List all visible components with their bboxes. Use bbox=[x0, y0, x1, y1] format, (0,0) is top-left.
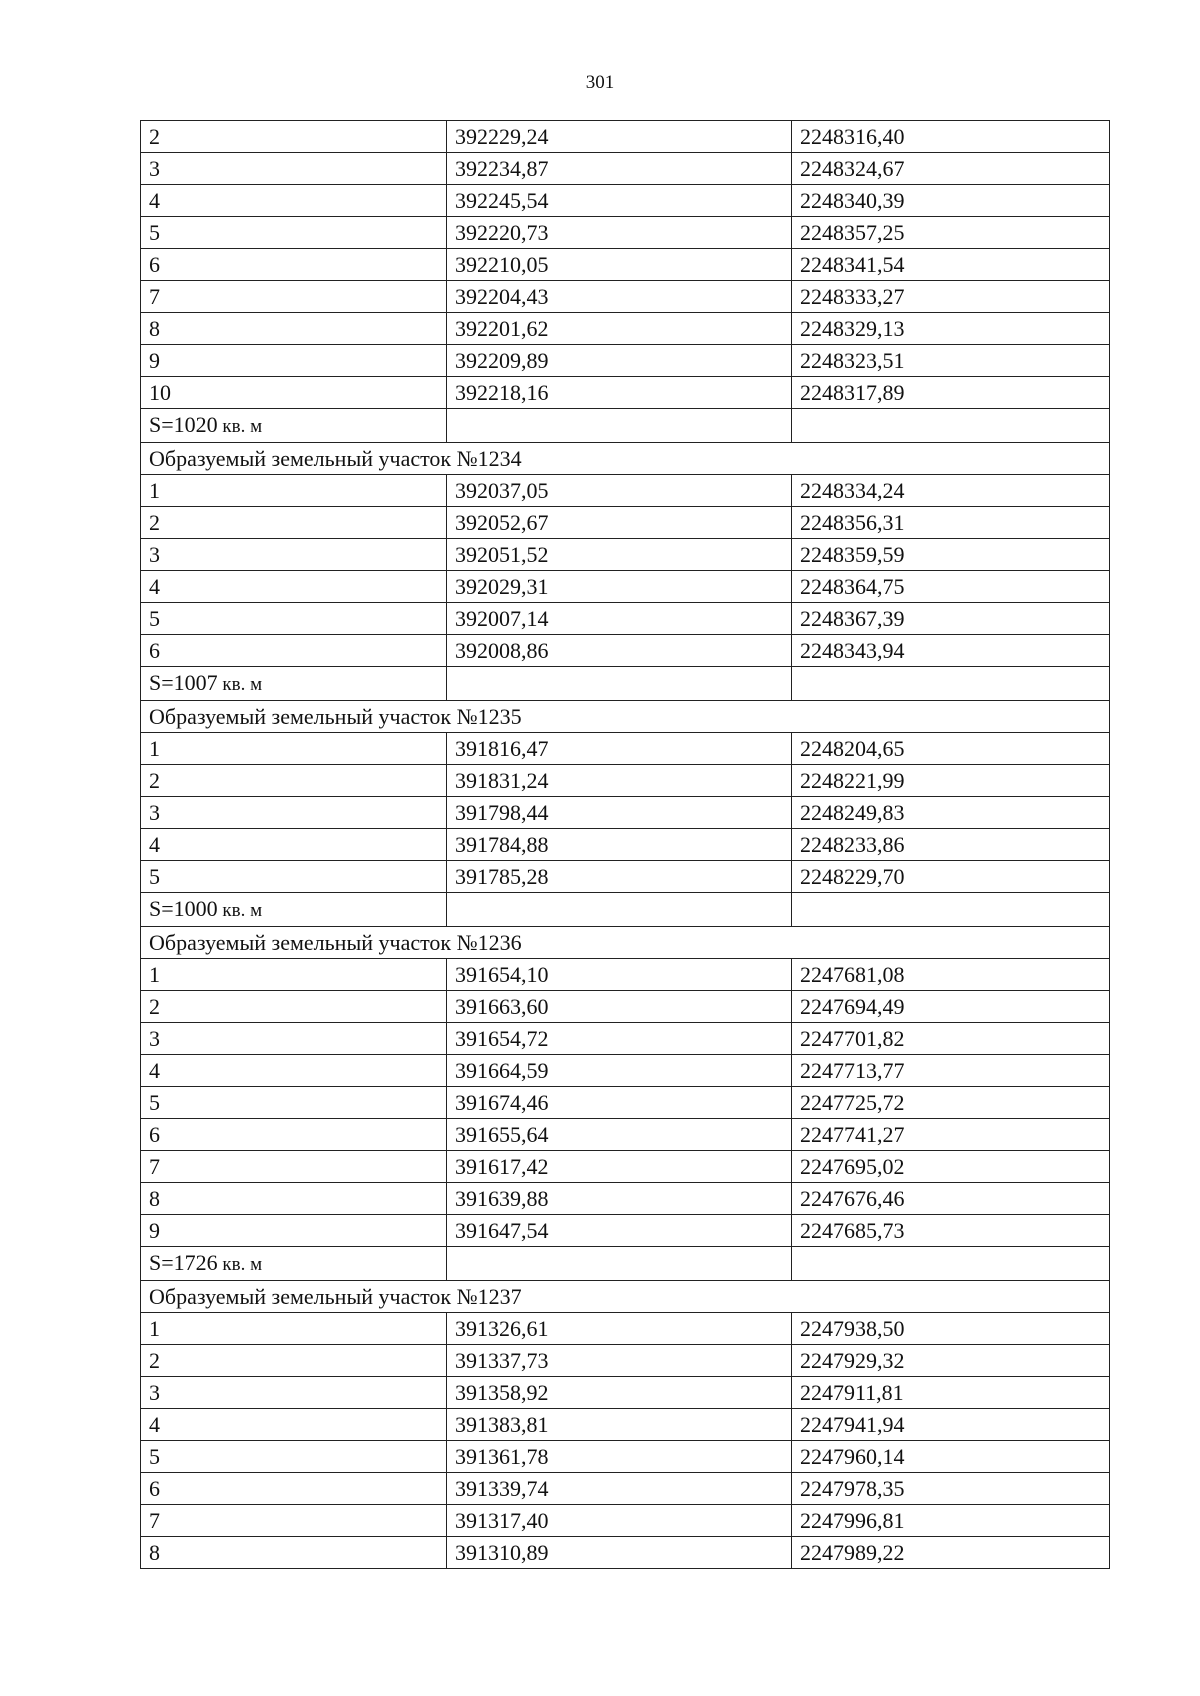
coordinate-y: 2248341,54 bbox=[792, 249, 1110, 281]
point-row bbox=[141, 507, 1110, 539]
parcel-title: Образуемый земельный участок №1234 bbox=[141, 443, 1110, 475]
area-row bbox=[141, 667, 1110, 701]
point-number: 3 bbox=[141, 153, 447, 185]
area-row bbox=[141, 409, 1110, 443]
point-row bbox=[141, 1119, 1110, 1151]
empty-cell bbox=[792, 893, 1110, 927]
coordinate-x: 391816,47 bbox=[447, 733, 792, 765]
empty-cell bbox=[447, 893, 792, 927]
coordinate-y: 2248333,27 bbox=[792, 281, 1110, 313]
coordinate-y: 2248364,75 bbox=[792, 571, 1110, 603]
point-number: 4 bbox=[141, 571, 447, 603]
point-row bbox=[141, 539, 1110, 571]
point-number: 9 bbox=[141, 1215, 447, 1247]
point-row bbox=[141, 345, 1110, 377]
page-number: 301 bbox=[585, 72, 615, 93]
area-value bbox=[141, 1247, 447, 1281]
point-number: 2 bbox=[141, 507, 447, 539]
point-number: 4 bbox=[141, 1409, 447, 1441]
empty-cell bbox=[447, 409, 792, 443]
area-unit: кв. м bbox=[217, 900, 263, 921]
point-number: 2 bbox=[141, 1345, 447, 1377]
coordinate-x: 391674,46 bbox=[447, 1087, 792, 1119]
point-number: 10 bbox=[141, 377, 447, 409]
coordinate-y: 2247676,46 bbox=[792, 1183, 1110, 1215]
coordinate-y: 2247694,49 bbox=[792, 991, 1110, 1023]
point-row bbox=[141, 1473, 1110, 1505]
point-number: 5 bbox=[141, 603, 447, 635]
coordinate-x: 392220,73 bbox=[447, 217, 792, 249]
coordinate-y: 2248204,65 bbox=[792, 733, 1110, 765]
coordinate-x: 392051,52 bbox=[447, 539, 792, 571]
point-row bbox=[141, 635, 1110, 667]
coordinate-y: 2247695,02 bbox=[792, 1151, 1110, 1183]
coordinate-y: 2247960,14 bbox=[792, 1441, 1110, 1473]
coordinate-y: 2247685,73 bbox=[792, 1215, 1110, 1247]
point-row bbox=[141, 121, 1110, 153]
point-row bbox=[141, 1055, 1110, 1087]
coordinate-x: 391654,72 bbox=[447, 1023, 792, 1055]
point-row bbox=[141, 861, 1110, 893]
coordinate-x: 391798,44 bbox=[447, 797, 792, 829]
coordinate-y: 2247681,08 bbox=[792, 959, 1110, 991]
coordinate-x: 391647,54 bbox=[447, 1215, 792, 1247]
coordinate-x: 391383,81 bbox=[447, 1409, 792, 1441]
point-row bbox=[141, 185, 1110, 217]
point-row bbox=[141, 217, 1110, 249]
coordinate-x: 391655,64 bbox=[447, 1119, 792, 1151]
point-number: 2 bbox=[141, 121, 447, 153]
empty-cell bbox=[447, 1247, 792, 1281]
point-number: 6 bbox=[141, 249, 447, 281]
point-row bbox=[141, 1505, 1110, 1537]
coordinate-y: 2247713,77 bbox=[792, 1055, 1110, 1087]
coordinate-y: 2247741,27 bbox=[792, 1119, 1110, 1151]
point-number: 1 bbox=[141, 733, 447, 765]
coordinate-x: 391361,78 bbox=[447, 1441, 792, 1473]
point-number: 5 bbox=[141, 1087, 447, 1119]
point-number: 4 bbox=[141, 1055, 447, 1087]
coordinate-x: 392201,62 bbox=[447, 313, 792, 345]
coordinate-y: 2247725,72 bbox=[792, 1087, 1110, 1119]
coordinate-x: 391639,88 bbox=[447, 1183, 792, 1215]
coordinate-x: 391654,10 bbox=[447, 959, 792, 991]
coordinate-y: 2247929,32 bbox=[792, 1345, 1110, 1377]
point-number: 9 bbox=[141, 345, 447, 377]
point-number: 5 bbox=[141, 861, 447, 893]
point-row bbox=[141, 153, 1110, 185]
point-row bbox=[141, 1023, 1110, 1055]
coordinate-x: 391831,24 bbox=[447, 765, 792, 797]
point-row bbox=[141, 1377, 1110, 1409]
coordinate-y: 2248334,24 bbox=[792, 475, 1110, 507]
coordinate-x: 391358,92 bbox=[447, 1377, 792, 1409]
coordinates-table bbox=[140, 120, 1110, 1569]
coordinate-y: 2247978,35 bbox=[792, 1473, 1110, 1505]
area-unit: кв. м bbox=[217, 1254, 263, 1275]
point-number: 3 bbox=[141, 539, 447, 571]
point-row bbox=[141, 571, 1110, 603]
point-row bbox=[141, 475, 1110, 507]
parcel-header-row bbox=[141, 927, 1110, 959]
coordinate-y: 2248221,99 bbox=[792, 765, 1110, 797]
point-row bbox=[141, 991, 1110, 1023]
point-row bbox=[141, 1087, 1110, 1119]
area-value bbox=[141, 893, 447, 927]
empty-cell bbox=[447, 667, 792, 701]
coordinate-y: 2248229,70 bbox=[792, 861, 1110, 893]
point-number: 5 bbox=[141, 1441, 447, 1473]
point-number: 1 bbox=[141, 959, 447, 991]
coordinate-x: 392245,54 bbox=[447, 185, 792, 217]
point-number: 3 bbox=[141, 1377, 447, 1409]
point-number: 1 bbox=[141, 475, 447, 507]
coordinate-y: 2248340,39 bbox=[792, 185, 1110, 217]
area-unit: кв. м bbox=[217, 674, 263, 695]
point-number: 7 bbox=[141, 281, 447, 313]
coordinate-x: 391785,28 bbox=[447, 861, 792, 893]
coordinate-y: 2248249,83 bbox=[792, 797, 1110, 829]
point-row bbox=[141, 797, 1110, 829]
coordinate-x: 392008,86 bbox=[447, 635, 792, 667]
point-row bbox=[141, 1151, 1110, 1183]
coordinate-x: 391337,73 bbox=[447, 1345, 792, 1377]
point-row bbox=[141, 1345, 1110, 1377]
coordinate-x: 391326,61 bbox=[447, 1313, 792, 1345]
point-row bbox=[141, 249, 1110, 281]
area-unit: кв. м bbox=[217, 416, 263, 437]
parcel-header-row bbox=[141, 1281, 1110, 1313]
coordinate-y: 2248233,86 bbox=[792, 829, 1110, 861]
parcel-title: Образуемый земельный участок №1237 bbox=[141, 1281, 1110, 1313]
coordinate-x: 392209,89 bbox=[447, 345, 792, 377]
coordinate-y: 2247938,50 bbox=[792, 1313, 1110, 1345]
point-row bbox=[141, 959, 1110, 991]
point-row bbox=[141, 281, 1110, 313]
area-number: S=1020 bbox=[149, 412, 218, 437]
coordinate-y: 2247996,81 bbox=[792, 1505, 1110, 1537]
coordinate-y: 2248317,89 bbox=[792, 377, 1110, 409]
point-number: 7 bbox=[141, 1151, 447, 1183]
point-number: 7 bbox=[141, 1505, 447, 1537]
point-number: 8 bbox=[141, 313, 447, 345]
point-row bbox=[141, 765, 1110, 797]
coordinate-x: 391310,89 bbox=[447, 1537, 792, 1569]
parcel-title: Образуемый земельный участок №1236 bbox=[141, 927, 1110, 959]
point-row bbox=[141, 733, 1110, 765]
coordinate-y: 2248357,25 bbox=[792, 217, 1110, 249]
empty-cell bbox=[792, 667, 1110, 701]
point-number: 4 bbox=[141, 829, 447, 861]
coordinate-y: 2247911,81 bbox=[792, 1377, 1110, 1409]
coordinate-y: 2248359,59 bbox=[792, 539, 1110, 571]
coordinate-x: 392052,67 bbox=[447, 507, 792, 539]
coordinate-x: 391617,42 bbox=[447, 1151, 792, 1183]
point-row bbox=[141, 1313, 1110, 1345]
point-row bbox=[141, 377, 1110, 409]
point-row bbox=[141, 1441, 1110, 1473]
area-value bbox=[141, 409, 447, 443]
point-row bbox=[141, 829, 1110, 861]
point-number: 8 bbox=[141, 1537, 447, 1569]
parcel-title: Образуемый земельный участок №1235 bbox=[141, 701, 1110, 733]
coordinate-x: 391663,60 bbox=[447, 991, 792, 1023]
point-row bbox=[141, 313, 1110, 345]
parcel-header-row bbox=[141, 701, 1110, 733]
coordinate-x: 392218,16 bbox=[447, 377, 792, 409]
area-row bbox=[141, 1247, 1110, 1281]
area-row bbox=[141, 893, 1110, 927]
coordinate-x: 392204,43 bbox=[447, 281, 792, 313]
point-number: 1 bbox=[141, 1313, 447, 1345]
coordinate-y: 2248329,13 bbox=[792, 313, 1110, 345]
coordinate-x: 392234,87 bbox=[447, 153, 792, 185]
point-row bbox=[141, 1537, 1110, 1569]
coordinate-y: 2248356,31 bbox=[792, 507, 1110, 539]
area-number: S=1726 bbox=[149, 1250, 218, 1275]
parcel-header-row bbox=[141, 443, 1110, 475]
point-number: 5 bbox=[141, 217, 447, 249]
area-number: S=1000 bbox=[149, 896, 218, 921]
point-number: 6 bbox=[141, 1473, 447, 1505]
point-number: 2 bbox=[141, 991, 447, 1023]
coordinate-y: 2248316,40 bbox=[792, 121, 1110, 153]
coordinate-x: 392007,14 bbox=[447, 603, 792, 635]
point-row bbox=[141, 1409, 1110, 1441]
point-number: 8 bbox=[141, 1183, 447, 1215]
point-row bbox=[141, 1183, 1110, 1215]
coordinate-y: 2248343,94 bbox=[792, 635, 1110, 667]
point-number: 2 bbox=[141, 765, 447, 797]
point-number: 3 bbox=[141, 797, 447, 829]
coordinate-x: 391317,40 bbox=[447, 1505, 792, 1537]
coordinate-y: 2248324,67 bbox=[792, 153, 1110, 185]
point-number: 6 bbox=[141, 1119, 447, 1151]
point-number: 6 bbox=[141, 635, 447, 667]
coordinates-table-body bbox=[141, 121, 1110, 1569]
coordinate-x: 392210,05 bbox=[447, 249, 792, 281]
coordinate-x: 391664,59 bbox=[447, 1055, 792, 1087]
area-value bbox=[141, 667, 447, 701]
coordinate-y: 2248367,39 bbox=[792, 603, 1110, 635]
coordinate-y: 2247701,82 bbox=[792, 1023, 1110, 1055]
coordinate-x: 391339,74 bbox=[447, 1473, 792, 1505]
area-number: S=1007 bbox=[149, 670, 218, 695]
empty-cell bbox=[792, 1247, 1110, 1281]
point-row bbox=[141, 1215, 1110, 1247]
coordinate-x: 391784,88 bbox=[447, 829, 792, 861]
point-number: 3 bbox=[141, 1023, 447, 1055]
point-number: 4 bbox=[141, 185, 447, 217]
coordinate-x: 392029,31 bbox=[447, 571, 792, 603]
coordinate-y: 2248323,51 bbox=[792, 345, 1110, 377]
empty-cell bbox=[792, 409, 1110, 443]
coordinate-y: 2247941,94 bbox=[792, 1409, 1110, 1441]
coordinate-x: 392037,05 bbox=[447, 475, 792, 507]
point-row bbox=[141, 603, 1110, 635]
coordinate-x: 392229,24 bbox=[447, 121, 792, 153]
coordinate-y: 2247989,22 bbox=[792, 1537, 1110, 1569]
